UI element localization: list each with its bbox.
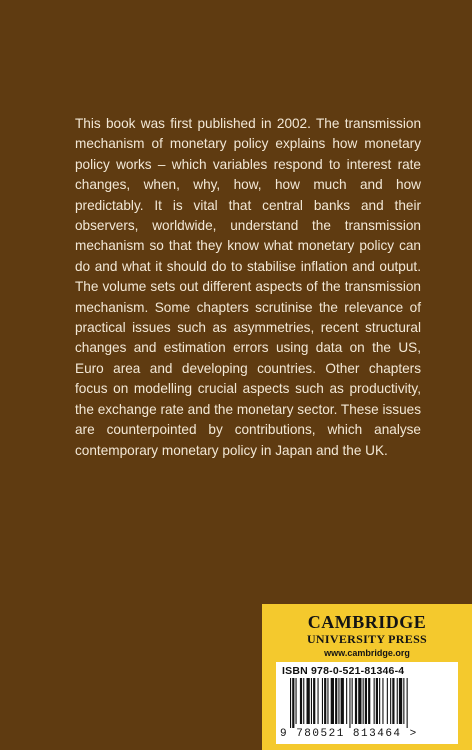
- barcode-bar: [352, 678, 353, 724]
- barcode-bar: [368, 678, 370, 724]
- isbn-label: ISBN 978-0-521-81346-4: [282, 665, 405, 677]
- barcode-graphic: [290, 678, 446, 728]
- barcode-bar: [382, 678, 383, 724]
- barcode-bar: [296, 678, 297, 724]
- barcode-bar: [322, 678, 323, 724]
- blurb-text: This book was first published in 2002. The transmission mechanism of monetary policy explains how monetary policy works – which variables respond to interest rate changes, when, why, how, how much and how predictably. It is vital that central banks and their observers, worldwide, understand the transmission mechanism so that they know what monetary policy can do and what it should do to stabilise inflation and output. The volume sets out different aspects of the transmission mechanism. Some chapters scrutinise the relevance of practical issues such as asymmetries, recent structural changes and estimation errors using data on the US, Euro area and developing countries. Other chapters focus on modelling crucial aspects such as productivity, the exchange rate and the monetary sector. These issues are counterpointed by contributions, which analyse contemporary monetary policy in Japan and the UK.: [75, 116, 421, 458]
- barcode-bar: [341, 678, 344, 724]
- barcode-bar: [387, 678, 388, 724]
- barcode-bar: [363, 678, 364, 724]
- barcode-bar: [392, 678, 394, 724]
- barcode-bar: [313, 678, 315, 724]
- barcode-bar: [346, 678, 347, 724]
- barcode-bar: [324, 678, 326, 724]
- barcode-bar: [399, 678, 402, 724]
- barcode-bar: [355, 678, 357, 724]
- barcode-bar: [397, 678, 398, 724]
- barcode-bar: [349, 678, 350, 728]
- barcode-bar: [311, 678, 312, 724]
- barcode-bar: [318, 678, 319, 724]
- barcode-bar: [335, 678, 337, 724]
- barcode-bar: [290, 678, 291, 728]
- barcode-bar: [403, 678, 404, 724]
- barcode-bar: [292, 678, 294, 728]
- barcode-bar: [327, 678, 328, 724]
- publisher-box: [262, 604, 472, 750]
- barcode-bar: [390, 678, 391, 724]
- barcode-bar: [407, 678, 408, 728]
- barcode-bar: [331, 678, 334, 724]
- barcode-bar: [379, 678, 380, 724]
- barcode-bar: [376, 678, 378, 724]
- barcode-bar: [374, 678, 375, 724]
- barcode-digits: 9 780521 813464 >: [280, 728, 418, 740]
- barcode-bar: [303, 678, 304, 724]
- publisher-name: CAMBRIDGE: [307, 612, 427, 632]
- barcode-bar: [365, 678, 367, 724]
- publisher-url: www.cambridge.org: [324, 648, 410, 658]
- barcode-panel: [276, 662, 458, 744]
- barcode-bar: [358, 678, 361, 724]
- publisher-subtitle: UNIVERSITY PRESS: [306, 632, 428, 646]
- barcode-bar: [307, 678, 310, 724]
- barcode-bar: [338, 678, 339, 724]
- barcode-bar: [300, 678, 302, 724]
